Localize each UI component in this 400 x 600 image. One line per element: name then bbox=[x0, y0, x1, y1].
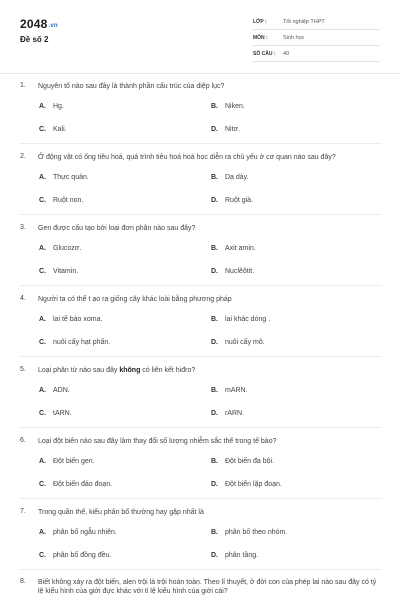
answer-text: Niken. bbox=[225, 103, 245, 110]
answer-option-b[interactable] bbox=[211, 174, 249, 181]
question-number: 1. bbox=[20, 82, 26, 89]
answer-letter: B. bbox=[211, 316, 218, 323]
answer-text: Ruột non. bbox=[53, 197, 84, 204]
question-5 bbox=[20, 366, 382, 417]
meta-row-subject bbox=[253, 30, 380, 46]
answer-text: Nitơ. bbox=[225, 126, 241, 133]
answer-letter: C. bbox=[39, 197, 46, 204]
answer-text: Dạ dày. bbox=[225, 174, 249, 181]
answer-option-c[interactable] bbox=[39, 481, 112, 488]
answer-letter: D. bbox=[211, 410, 218, 417]
answer-letter: C. bbox=[39, 268, 46, 275]
question-number: 5. bbox=[20, 366, 26, 373]
answer-letter: C. bbox=[39, 410, 46, 417]
answer-text: phân bố theo nhóm. bbox=[225, 529, 288, 536]
answer-option-b[interactable] bbox=[211, 316, 270, 323]
answer-text: Vitamin. bbox=[53, 268, 79, 275]
answer-option-a[interactable] bbox=[39, 103, 64, 110]
answer-text: lai tế bào xoma. bbox=[53, 316, 103, 323]
question-8 bbox=[20, 578, 382, 596]
answer-text: tARN. bbox=[53, 410, 72, 417]
answer-option-a[interactable] bbox=[39, 529, 117, 536]
answer-text: Thực quản. bbox=[53, 174, 89, 181]
answer-text: ADN. bbox=[53, 387, 70, 394]
meta-value: Sinh học bbox=[283, 34, 305, 41]
answer-text: phân bố đồng đều. bbox=[53, 552, 112, 559]
answer-option-a[interactable] bbox=[39, 245, 81, 252]
answer-text: phân bố ngẫu nhiên. bbox=[53, 529, 117, 536]
answer-text: Đột biến lặp đoạn. bbox=[225, 481, 282, 488]
header-divider bbox=[0, 73, 400, 74]
answer-option-d[interactable] bbox=[211, 339, 265, 346]
answer-letter: D. bbox=[211, 481, 218, 488]
answer-option-a[interactable] bbox=[39, 316, 102, 323]
answer-option-c[interactable] bbox=[39, 410, 72, 417]
answer-option-b[interactable] bbox=[211, 245, 256, 252]
answer-letter: D. bbox=[211, 197, 218, 204]
question-7 bbox=[20, 508, 382, 559]
answer-text: Ruột già. bbox=[225, 197, 254, 204]
answer-text: nuôi cấy hạt phấn. bbox=[53, 339, 111, 346]
question-text: Biết không xảy ra đột biến, alen trội là trội hoàn toàn. Theo lí thuyết, ở đời con của phép lai nào sau đây có tỷ lệ kiểu hình của giới đực khác với tỉ lệ kiểu hình của giới cái? bbox=[38, 579, 377, 595]
answer-option-c[interactable] bbox=[39, 268, 78, 275]
answer-letter: B. bbox=[211, 458, 218, 465]
answer-option-c[interactable] bbox=[39, 126, 67, 133]
answer-text: mARN. bbox=[225, 387, 248, 394]
question-divider bbox=[20, 356, 382, 357]
question-number: 6. bbox=[20, 437, 26, 444]
answer-option-d[interactable] bbox=[211, 481, 282, 488]
meta-value: Tốt nghiệp THPT bbox=[283, 18, 325, 25]
exam-title: Đề số 2 bbox=[20, 35, 49, 44]
answer-letter: A. bbox=[39, 174, 46, 181]
logo-suffix: .vn bbox=[48, 23, 58, 29]
answer-text: Đột biến đảo đoạn. bbox=[53, 481, 113, 488]
answer-letter: B. bbox=[211, 174, 218, 181]
question-text-part: Loại phân tử nào sau đây bbox=[38, 367, 120, 374]
answer-text: Đột biến gen. bbox=[53, 458, 95, 465]
question-text: Trong quần thể, kiểu phân bố thường hay gặp nhất là bbox=[38, 509, 204, 516]
question-text: Loại đột biến nào sau đây làm thay đổi số lượng nhiễm sắc thể trong tế bào? bbox=[38, 438, 277, 445]
question-text: Người ta có thể t ạo ra giống cây khác loài bằng phương pháp bbox=[38, 296, 232, 303]
question-4 bbox=[20, 295, 382, 346]
answer-option-d[interactable] bbox=[211, 410, 244, 417]
question-number: 2. bbox=[20, 153, 26, 160]
question-divider bbox=[20, 285, 382, 286]
question-text bbox=[38, 366, 195, 375]
question-divider bbox=[20, 143, 382, 144]
answer-letter: C. bbox=[39, 481, 46, 488]
answer-text: phân tầng. bbox=[225, 552, 259, 559]
question-divider bbox=[20, 214, 382, 215]
answer-letter: C. bbox=[39, 126, 46, 133]
question-text-part: có liên kết hiđro? bbox=[140, 367, 196, 374]
answer-letter: A. bbox=[39, 245, 46, 252]
answer-letter: A. bbox=[39, 316, 46, 323]
answer-text: lai khác dòng . bbox=[225, 316, 271, 323]
question-text: Ở động vật có ống tiêu hoá, quá trình tiêu hoá hoá học diễn ra chủ yếu ở cơ quan nào sau đây? bbox=[38, 154, 336, 161]
answer-text: Axit amin. bbox=[225, 245, 256, 252]
meta-label: SỐ CÂU : bbox=[253, 50, 276, 57]
question-text: Gen được cấu tạo bởi loại đơn phân nào sau đây? bbox=[38, 225, 196, 232]
question-text-emphasis: không bbox=[119, 367, 141, 374]
question-divider bbox=[20, 498, 382, 499]
answer-letter: D. bbox=[211, 552, 218, 559]
meta-row-question-count bbox=[253, 46, 380, 62]
meta-label: MÔN : bbox=[253, 34, 268, 41]
meta-row-class bbox=[253, 14, 380, 30]
answer-text: Glucozơ. bbox=[53, 245, 82, 252]
answer-option-c[interactable] bbox=[39, 197, 83, 204]
question-divider bbox=[20, 569, 382, 570]
answer-letter: B. bbox=[211, 245, 218, 252]
answer-option-c[interactable] bbox=[39, 339, 110, 346]
answer-option-b[interactable] bbox=[211, 529, 287, 536]
answer-option-d[interactable] bbox=[211, 197, 253, 204]
answer-text: Nuclêôtit. bbox=[225, 268, 255, 275]
answer-letter: C. bbox=[39, 339, 46, 346]
answer-text: nuôi cấy mô. bbox=[225, 339, 265, 346]
meta-label: LỚP : bbox=[253, 18, 267, 25]
answer-letter: D. bbox=[211, 268, 218, 275]
answer-option-d[interactable] bbox=[211, 552, 258, 559]
answer-text: Hg. bbox=[53, 103, 64, 110]
answer-letter: A. bbox=[39, 387, 46, 394]
question-6 bbox=[20, 437, 382, 488]
answer-letter: C. bbox=[39, 552, 46, 559]
answer-letter: A. bbox=[39, 458, 46, 465]
question-divider bbox=[20, 427, 382, 428]
answer-letter: A. bbox=[39, 529, 46, 536]
answer-letter: D. bbox=[211, 126, 218, 133]
question-number: 4. bbox=[20, 295, 26, 302]
question-text: Nguyên tố nào sau đây là thành phần cấu trúc của diệp lục? bbox=[38, 83, 225, 90]
meta-value: 40 bbox=[283, 50, 290, 57]
answer-option-c[interactable] bbox=[39, 552, 111, 559]
site-logo[interactable] bbox=[20, 17, 58, 31]
exam-meta-table bbox=[253, 14, 380, 62]
question-1 bbox=[20, 82, 382, 133]
answer-option-d[interactable] bbox=[211, 268, 254, 275]
answer-option-a[interactable] bbox=[39, 458, 95, 465]
logo-text: 2048 bbox=[20, 17, 48, 31]
answer-text: rARN. bbox=[225, 410, 245, 417]
question-3 bbox=[20, 224, 382, 275]
answer-letter: A. bbox=[39, 103, 46, 110]
question-2 bbox=[20, 153, 382, 204]
answer-text: Đột biến đa bội. bbox=[225, 458, 275, 465]
answer-option-d[interactable] bbox=[211, 126, 240, 133]
answer-option-b[interactable] bbox=[211, 387, 248, 394]
answer-option-a[interactable] bbox=[39, 387, 70, 394]
answer-option-b[interactable] bbox=[211, 458, 274, 465]
answer-option-a[interactable] bbox=[39, 174, 89, 181]
answer-option-b[interactable] bbox=[211, 103, 245, 110]
answer-letter: D. bbox=[211, 339, 218, 346]
question-number: 8. bbox=[20, 578, 26, 585]
question-number: 3. bbox=[20, 224, 26, 231]
answer-text: Kali. bbox=[53, 126, 67, 133]
answer-letter: B. bbox=[211, 103, 218, 110]
answer-letter: B. bbox=[211, 387, 218, 394]
question-number: 7. bbox=[20, 508, 26, 515]
answer-letter: B. bbox=[211, 529, 218, 536]
